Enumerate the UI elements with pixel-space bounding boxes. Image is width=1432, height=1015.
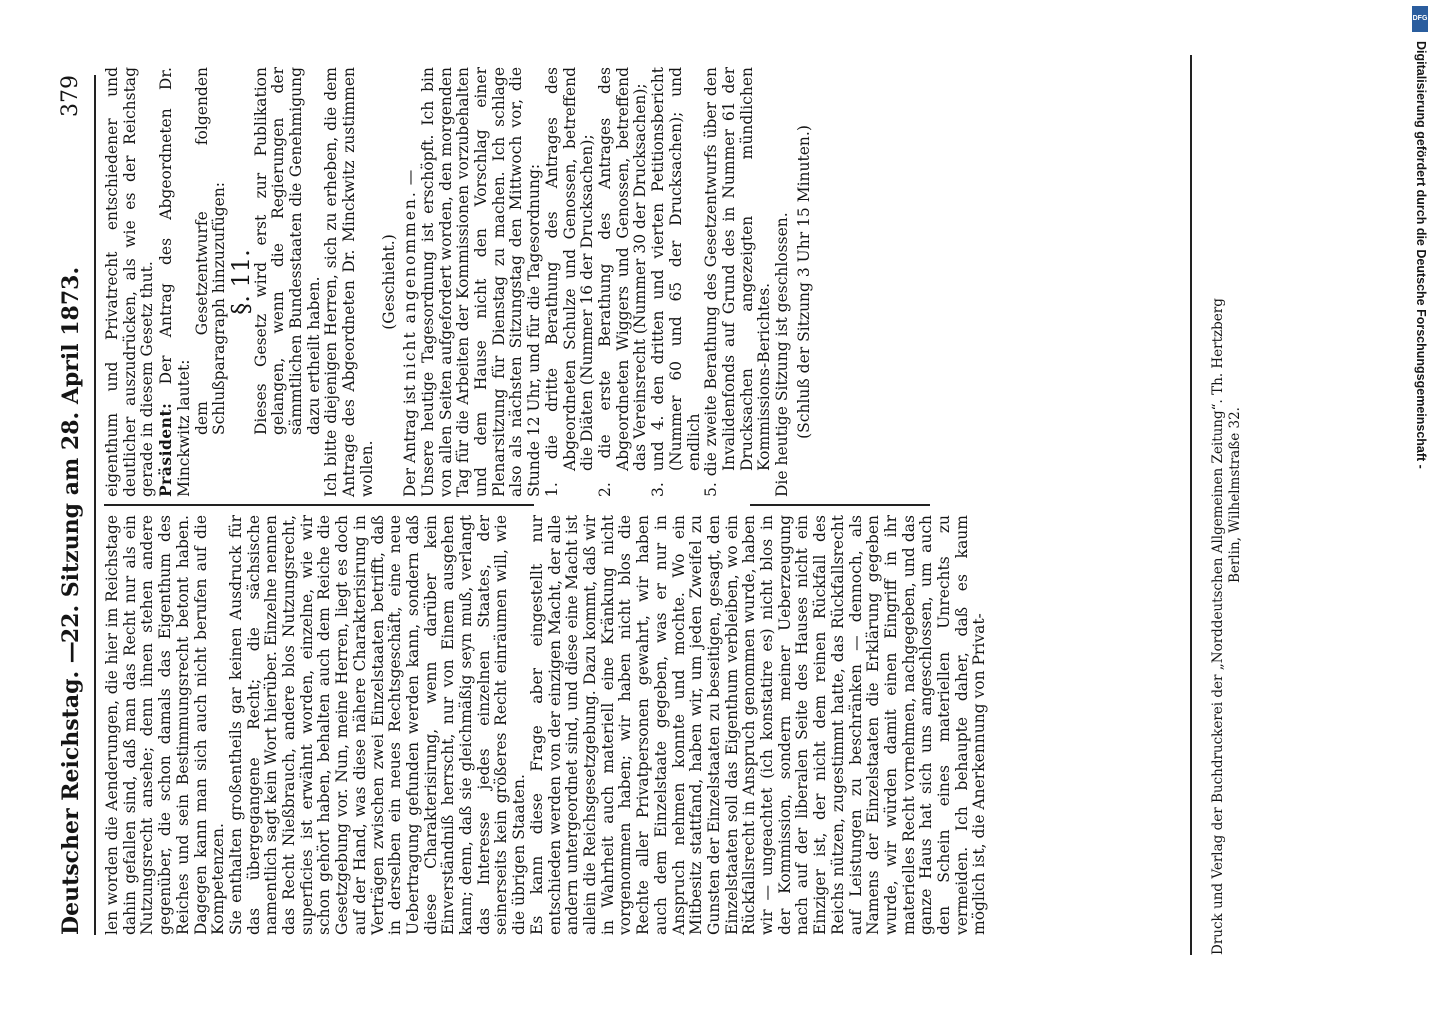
speaker-text: Der Antrag des Abgeordneten Dr. Minckwitz lautet: [157, 67, 193, 497]
publication-title: Deutscher Reichstag. — [58, 641, 84, 935]
stage-direction: (Geschieht.) [379, 234, 398, 330]
column-divider-lower [750, 504, 930, 506]
page-number: 379 [58, 75, 83, 117]
left-paragraph: Es kann diese Frage aber eingestellt nur entschieden werden von der einzigen Macht, der alle andern untergeordnet sind, und diese eine Macht ist allein die Reichsgesetzgebung. Dazu kommt, daß wir in Wahrheit auch materiell eine Kränkung nicht vorgenommen haben; wir haben nicht blos die Rechte aller Privatpersonen gewahrt, wir haben auch dem Einzelstaate gegeben, was er nur in Anspruch nehmen konnte und mochte. Wo ein Mitbesitz stattfand, haben wir, um jeden Zweifel zu Gunsten der Einzelstaaten zu beseitigen, gesagt, den Einzelstaaten soll das Eigenthum verbleiben, wo ein Rückfallsrecht in Anspruch genommen wurde, haben wir — ungeachtet (ich konstatire es) nicht blos in der Kommission, sondern meiner Ueberzeugung nach auf der liberalen Seite des Hauses nicht ein Einziger ist, der nicht dem reinen Rückfall des Reichs nützen, zugestimmt hatte, das Rückfallsrecht auf Leistungen zu beschränken — dennoch, als Namens der Einzelstaaten die Erklärung gegeben wurde, wir würden damit einen Eingriff in ihr materielles Recht vornehmen, nachgegeben, und das ganze Haus hat sich uns angeschlossen, um auch den Schein eines materiellen Unrechts zu vermeiden. Ich behaupte daher, daß es kaum möglich ist, die Anerkennung von Privat- [527, 515, 989, 935]
vote-result: Der Antrag ist nicht angenommen. — [401, 169, 420, 497]
end-note: (Schluß der Sitzung 3 Uhr 15 Minuten.) [794, 125, 813, 439]
agenda-intro: Unsere heutige Tagesordnung ist erschöpft. Ich bin von allen Seiten aufgefordert worden, den morgenden Tag für die Arbeiten der Kommissionen vorzubehalten und dem Hause nicht den Vorschlag einer Plenarsitzung für Dienstag zu machen. Ich schlage also als nächsten Sitzungstag den Mittwoch vor, die Stunde 12 Uhr, und für die Tagesordnung: [418, 67, 544, 497]
left-column [104, 515, 989, 935]
paragraph-text: Dieses Gesetz wird erst zur Publikation gelangen, wenn die Regierungen der sämmtlichen Bundesstaaten die Genehmigung dazu ertheilt haben. [251, 67, 323, 435]
header-rule [94, 75, 96, 935]
right-column [104, 67, 817, 497]
result-spaced: nicht angenommen. [401, 190, 420, 381]
paragraph-sign: §. 11. [226, 249, 255, 315]
column-divider [104, 504, 534, 506]
closing-line: Die heutige Sitzung ist geschlossen. [773, 212, 792, 497]
president-paragraph [157, 67, 193, 497]
proposal-intro: dem Gesetzentwurfe folgenden Schlußparagraph hinzuzufügen: [192, 67, 229, 435]
imprint-rule [1190, 55, 1192, 955]
left-paragraph: Sie enthalten großentheils gar keinen Ausdruck für das übergegangene Recht; die sächsische namentlich sagt kein Wort hierüber. Einzelne nennen das Recht Nießbrauch, andere blos Nutzungsrecht, superficies ist erwähnt worden, einzelne, wie wir schon gehört haben, behalten auch dem Reiche die Gesetzgebung vor. Nun, meine Herren, liegt es doch auf der Hand, was diese nähere Charakterisirung in Verträgen zwischen zwei Einzelstaaten betrifft, daß in derselben ein neues Rechtsgeschäft, eine neue Uebertragung gefunden werden kann, sondern daß diese Charakterisirung, wenn darüber kein Einverständniß herrscht, nur von Einem ausgehen kann; denn, daß sie gleichmäßig seyn muß, verlangt das Interesse jedes einzelnen Staates, der seinerseits kein größeres Recht einräumen will, wie die übrigen Staaten. [226, 515, 529, 935]
intro-paragraph: eigenthum und Privatrecht entschiedener und deutlicher auszudrücken, als wie es der Reichstag gerade in diesem Gesetz thut. [103, 67, 157, 497]
agenda-item: 5. die zweite Berathung des Gesetzentwurfs über den Invalidenfonds auf Grund des in Nummer 61 der Drucksachen angezeigten mündlichen Kommissions-Berichtes. [702, 67, 774, 497]
agenda-item: 1. die dritte Berathung des Antrages des Abgeordneten Schulze und Genossen, betreffend die Diäten (Nummer 16 der Drucksachen); [542, 67, 597, 497]
imprint [1210, 35, 1244, 955]
vote-request: Ich bitte diejenigen Herren, sich zu erheben, die dem Antrage des Abgeordneten Dr. Minckwitz zustimmen wollen. [322, 67, 376, 497]
page-header [58, 75, 88, 935]
digitization-note: Digitalisierung gefördert durch die Deutsche Forschungsgemeinschaft - [1414, 41, 1428, 469]
agenda-item: 3. und 4. den dritten und vierten Petitionsbericht (Nummer 60 und 65 der Drucksachen); und endlich [649, 67, 703, 497]
imprint-line: Berlin, Wilhelmstraße 32. [1227, 407, 1243, 583]
rotated-page [50, 55, 1350, 955]
left-paragraph: len worden die Aenderungen, die hier im Reichstage dahin gefallen sind, daß man das Recht nur als ein Nutzungsrecht ansehe; denn ihnen stehen andere gegenüber, die schon damals das Eigenthum des Reiches und sein Bestimmungsrecht betont haben. Dagegen kann man sich auch nicht berufen auf die Kompetenzen. [103, 515, 228, 935]
session-title: 22. Sitzung am 28. April 1873. [58, 266, 84, 644]
imprint-line: Druck und Verlag der Buchdruckerei der „Norddeutschen Allgemeinen Zeitung“. Th. Hertzberg [1210, 298, 1226, 955]
digitization-strip [1410, 15, 1428, 1015]
speaker-label: Präsident: [156, 402, 176, 497]
result-label: Der Antrag ist [401, 385, 420, 497]
dfg-logo: DFG [1412, 6, 1428, 32]
agenda-item: 2. die erste Berathung des Antrages des Abgeordneten Wiggers und Genossen, betreffend das Vereinsrecht (Nummer 30 der Drucksachen); [595, 67, 650, 497]
